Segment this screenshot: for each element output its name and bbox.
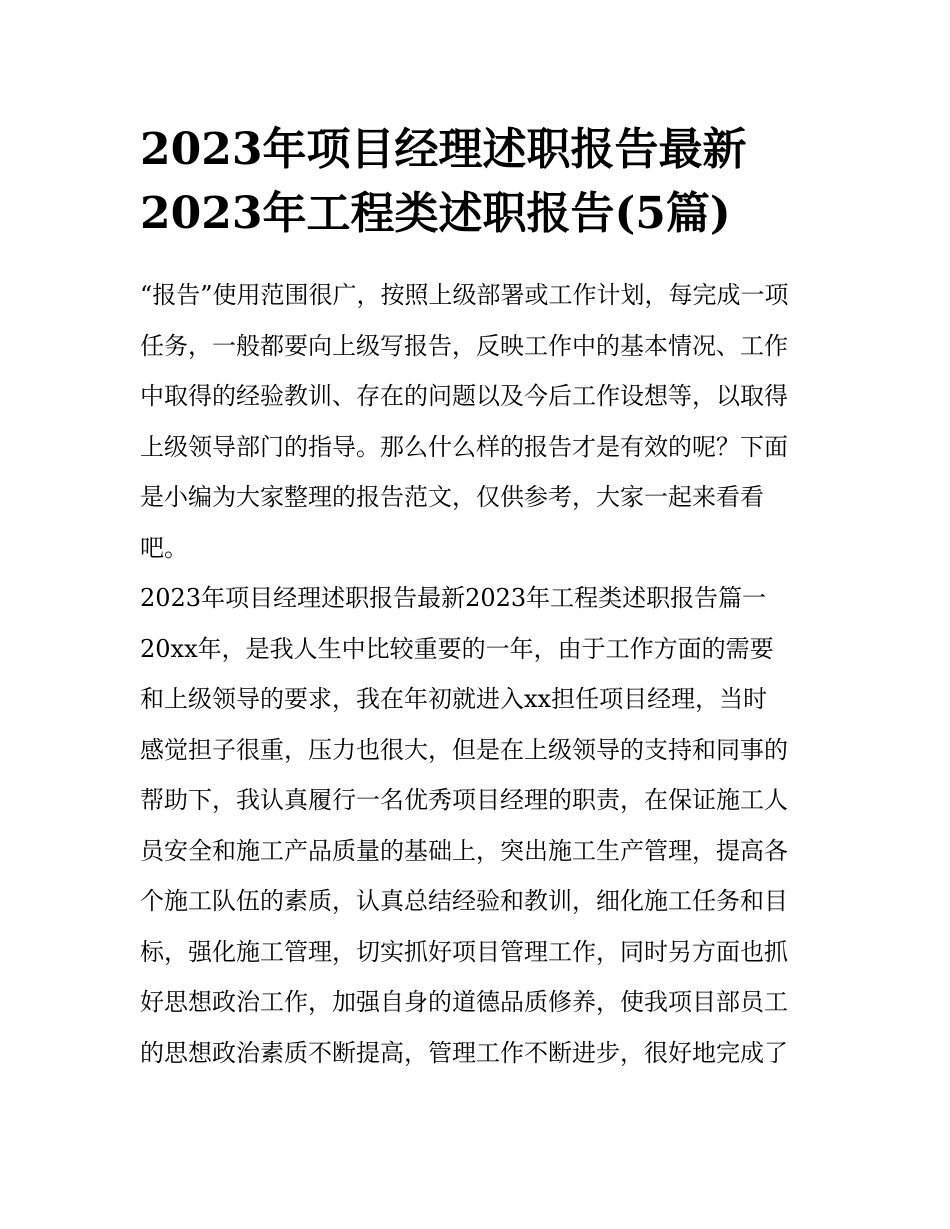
body-line: 和上级领导的要求，我在年初就进入xx担任项目经理，当时 [140,685,768,713]
document-body [140,270,820,1078]
intro-line: 上级领导部门的指导。那么什么样的报告才是有效的呢？下面 [140,432,788,461]
document-content [140,118,820,1078]
body-line: 感觉担子很重，压力也很大，但是在上级领导的支持和同事的 [140,735,788,764]
body-line: 个施工队伍的素质，认真总结经验和教训，细化施工任务和目 [140,887,788,915]
body-line: 好思想政治工作，加强自身的道德品质修养，使我项目部员工 [140,988,788,1016]
body-line: 标，强化施工管理，切实抓好项目管理工作，同时另方面也抓 [140,937,788,966]
intro-line: “报告”使用范围很广，按照上级部署或工作计划，每完成一项 [140,281,789,309]
section-heading: 2023年项目经理述职报告最新2023年工程类述职报告篇一 [140,584,767,612]
title-line-1: 2023年项目经理述职报告最新 [140,124,747,175]
intro-line: 任务，一般都要向上级写报告，反映工作中的基本情况、工作 [140,331,788,360]
body-line: 帮助下，我认真履行一名优秀项目经理的职责，在保证施工人 [140,786,788,814]
intro-line: 是小编为大家整理的报告范文，仅供参考，大家一起来看看 [140,483,764,511]
title-line-2: 2023年工程类述职报告(5篇) [140,188,731,239]
body-paragraph [140,624,820,1079]
intro-paragraph [140,270,820,573]
document-title [140,118,820,246]
body-line: 的思想政治素质不断提高，管理工作不断进步，很好地完成了 [140,1038,788,1067]
body-line: 20xx年，是我人生中比较重要的一年，由于工作方面的需要 [140,634,774,663]
body-line: 员安全和施工产品质量的基础上，突出施工生产管理，提高各 [140,836,788,865]
intro-line: 吧。 [140,533,188,562]
intro-line: 中取得的经验教训、存在的问题以及今后工作设想等，以取得 [140,382,788,410]
